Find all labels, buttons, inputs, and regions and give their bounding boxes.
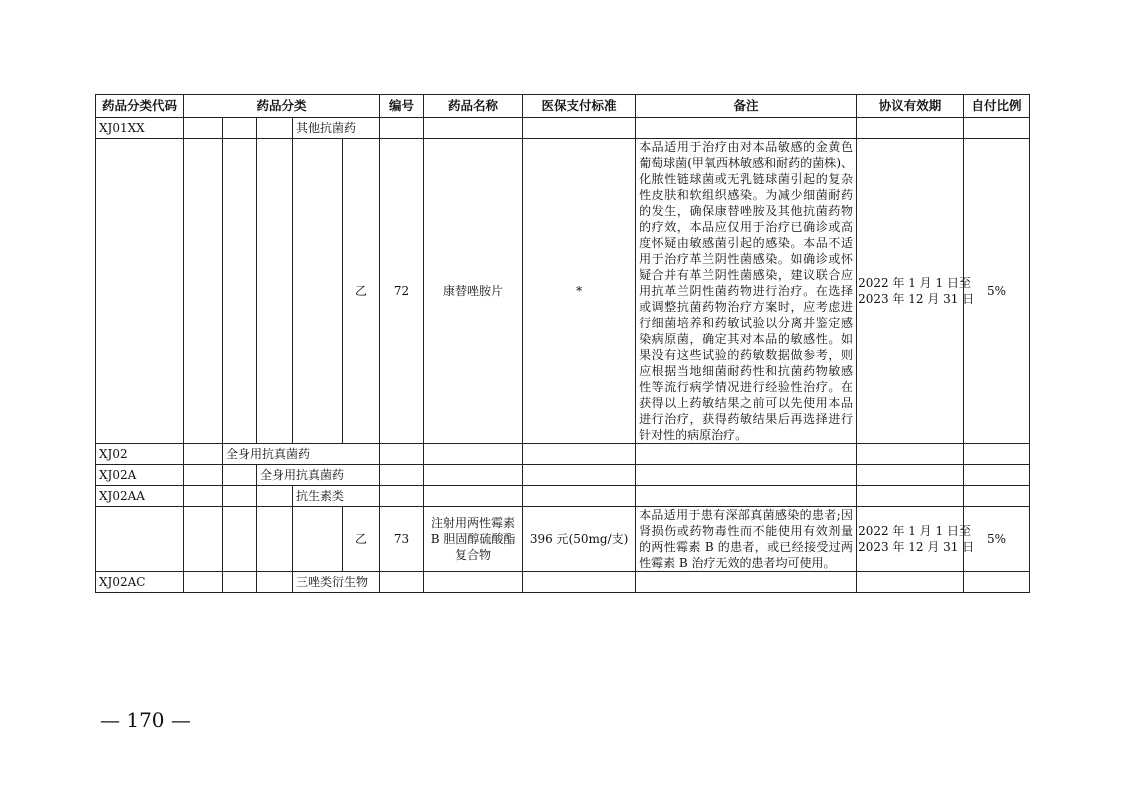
validity-start: 2022 年 1 月 1 日至 [858,524,971,538]
drug-validity [857,139,975,444]
drug-name: 注射用两性霉素 B 胆固醇硫酸酯复合物 [424,507,523,572]
category-row-xj02 [96,444,1030,465]
validity-end: 2023 年 12 月 31 日 [858,540,975,554]
drug-payment: 396 元(50mg/支) [523,507,636,572]
validity-end: 2023 年 12 月 31 日 [858,292,975,306]
category-code: XJ01XX [96,118,184,139]
header-code: 药品分类代码 [96,95,184,118]
category-row-xj02aa [96,486,1030,507]
drug-row-73 [96,507,1030,572]
drug-list-table [95,94,1030,593]
category-label: 全身用抗真菌药 [223,444,380,465]
drug-name: 康替唑胺片 [424,139,523,444]
header-row [96,95,1030,118]
category-row-xj01xx [96,118,1030,139]
drug-row-72 [96,139,1030,444]
header-category: 药品分类 [184,95,380,118]
drug-class: 乙 [343,139,380,444]
validity-start: 2022 年 1 月 1 日至 [858,276,971,290]
category-code: XJ02AC [96,572,184,593]
page-number: — 170 — [100,708,191,732]
category-row-xj02ac [96,572,1030,593]
category-code: XJ02 [96,444,184,465]
category-code: XJ02A [96,465,184,486]
drug-ratio: 5% [964,139,1030,444]
header-name: 药品名称 [424,95,523,118]
category-label: 抗生素类 [293,486,380,507]
header-number: 编号 [380,95,424,118]
header-payment: 医保支付标准 [523,95,636,118]
category-code: XJ02AA [96,486,184,507]
category-label: 三唑类衍生物 [293,572,380,593]
header-ratio: 自付比例 [964,95,1030,118]
drug-validity [857,507,975,572]
drug-ratio: 5% [964,507,1030,572]
category-label: 全身用抗真菌药 [257,465,380,486]
drug-number: 73 [380,507,424,572]
header-validity: 协议有效期 [857,95,964,118]
drug-remark: 本品适用于治疗由对本品敏感的金黄色葡萄球菌(甲氧西林敏感和耐药的菌株)、化脓性链球菌或无乳链球菌引起的复杂性皮肤和软组织感染。为减少细菌耐药的发生，确保康替唑胺及其他抗菌药物的疗效，本品应仅用于治疗已确诊或高度怀疑由敏感菌引起的感染。本品不适用于治疗革兰阴性菌感染。如确诊或怀疑合并有革兰阴性菌感染，建议联合应用抗革兰阴性菌药物进行治疗。在选择或调整抗菌药物治疗方案时，应考虑进行细菌培养和药敏试验以分离并鉴定感染病原菌，确定其对本品的敏感性。如果没有这些试验的药敏数据做参考，则应根据当地细菌耐药性和抗菌药物敏感性等流行病学情况进行经验性治疗。在获得以上药敏结果之前可以先使用本品进行治疗，获得药敏结果后再选择进行针对性的病原治疗。 [636,139,857,444]
drug-payment: * [523,139,636,444]
header-remark: 备注 [636,95,857,118]
drug-number: 72 [380,139,424,444]
drug-class: 乙 [343,507,380,572]
category-row-xj02a [96,465,1030,486]
category-label: 其他抗菌药 [293,118,380,139]
drug-remark: 本品适用于患有深部真菌感染的患者;因肾损伤或药物毒性而不能使用有效剂量的两性霉素 B 的患者，或已经接受过两性霉素 B 治疗无效的患者均可使用。 [636,507,857,572]
